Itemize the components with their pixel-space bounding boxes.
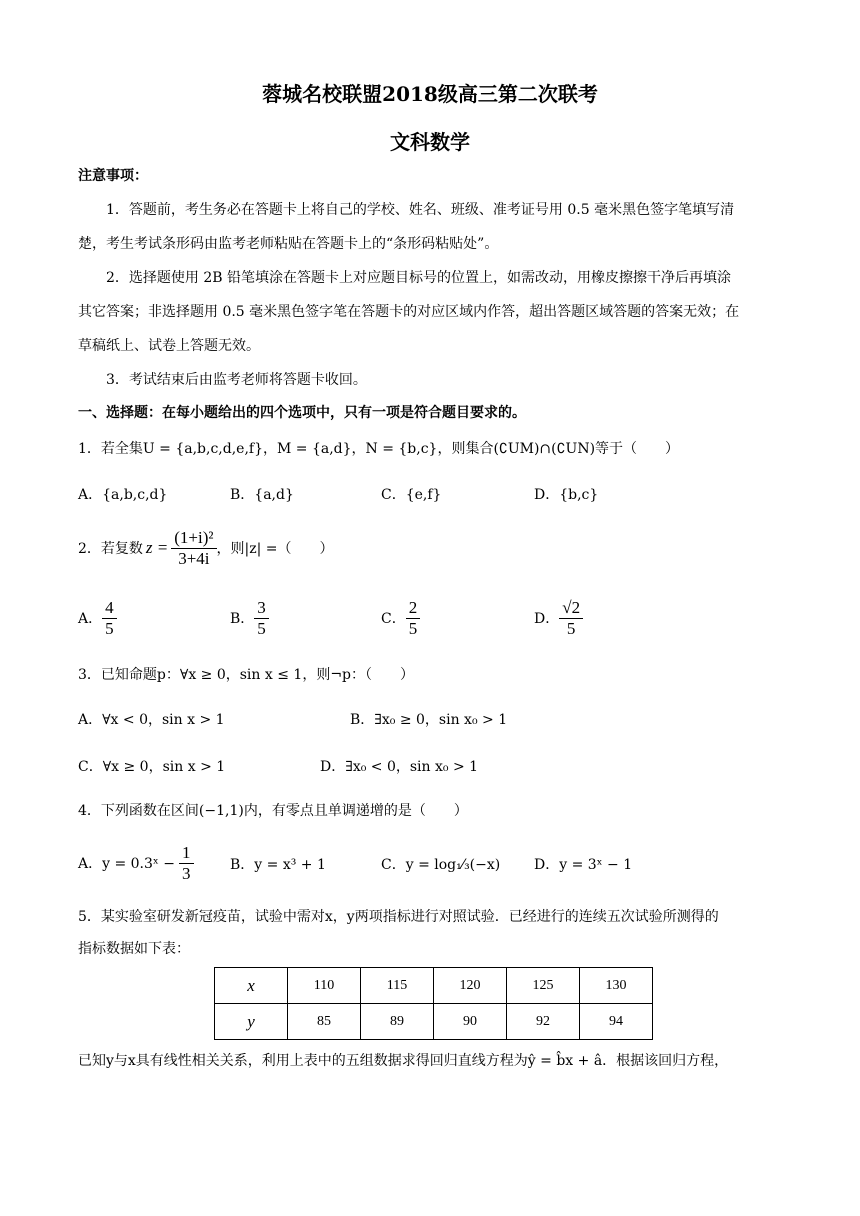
q3-option-a: A．∀x < 0，sin x > 1: [78, 712, 225, 728]
table-cell: 90: [434, 1004, 507, 1040]
q2-stem-prefix: 2．若复数: [78, 541, 143, 558]
q2-option-b: [230, 598, 269, 638]
exam-subject: 文科数学: [390, 130, 470, 154]
table-row: [215, 968, 653, 1004]
q2-option-a-fraction: [102, 598, 117, 638]
q2-option-c-label: C．: [381, 611, 406, 628]
q2-z-equals: z =: [145, 538, 169, 558]
q5-stem-line-1: 5．某实验室研发新冠疫苗，试验中需对x，y两项指标进行对照试验．已经进行的连续五次试验所测得的: [78, 909, 719, 925]
q2-option-b-num: 3: [254, 598, 269, 619]
q5-stem-line-2: 指标数据如下表：: [78, 941, 190, 957]
table-row-label-y: y: [215, 1004, 288, 1040]
table-cell: 120: [434, 968, 507, 1004]
q2-stem: [78, 528, 334, 568]
q3-option-b: B．∃x₀ ≥ 0，sin x₀ > 1: [350, 712, 508, 728]
table-cell: 130: [580, 968, 653, 1004]
q2-option-a-label: A．: [78, 611, 103, 628]
q5-stem-line-3: 已知y与x具有线性相关关系，利用上表中的五组数据求得回归直线方程为ŷ = b̂x + â．根据该回归方程，: [78, 1053, 729, 1069]
q2-fraction-denominator: 3+4i: [178, 548, 210, 568]
notice-heading: 注意事项：: [78, 168, 148, 184]
q1-option-b: B．{a,d}: [230, 487, 294, 503]
table-row: [215, 1004, 653, 1040]
q4-option-a-num: 1: [179, 843, 194, 864]
table-cell: 89: [361, 1004, 434, 1040]
q2-option-a-den: 5: [105, 618, 114, 638]
q4-option-a: [78, 843, 194, 883]
q4-option-d: D．y = 3ˣ − 1: [534, 857, 633, 873]
q2-option-d-label: D．: [534, 611, 560, 628]
q1-option-d: D．{b,c}: [534, 487, 599, 503]
q4-option-a-fraction: [179, 843, 194, 883]
q1-stem: 1．若全集U = {a,b,c,d,e,f}，M = {a,d}，N = {b,c}，则集合(∁UM)∩(∁UN)等于（ ）: [78, 441, 680, 457]
q2-option-c-den: 5: [408, 618, 418, 638]
q2-option-d-fraction: [559, 598, 583, 638]
q4-option-a-expr: A．y = 0.3ˣ −: [78, 856, 176, 873]
q2-option-a: [78, 598, 117, 638]
q3-stem: 3．已知命题p：∀x ≥ 0，sin x ≤ 1，则¬p：（ ）: [78, 667, 415, 683]
q2-option-b-label: B．: [230, 611, 255, 628]
q2-option-a-num: 4: [102, 598, 117, 619]
q2-option-d-den: 5: [566, 618, 576, 638]
table-cell: 85: [288, 1004, 361, 1040]
q2-option-c-fraction: [406, 598, 421, 638]
table-cell: 115: [361, 968, 434, 1004]
table-row-label-x: x: [215, 968, 288, 1004]
q4-option-a-den: 3: [182, 863, 191, 883]
q3-option-c: C．∀x ≥ 0，sin x > 1: [78, 759, 226, 775]
notice-item-3: 3．考试结束后由监考老师将答题卡收回。: [106, 372, 367, 388]
notice-item-2-line-1: 2．选择题使用 2B 铅笔填涂在答题卡上对应题目标号的位置上，如需改动，用橡皮擦擦干净后再填涂: [106, 270, 732, 286]
q4-option-c: C．y = log₁⁄₃(−x): [381, 857, 501, 873]
q2-option-c: [381, 598, 420, 638]
notice-item-1-line-2: 楚，考生考试条形码由监考老师粘贴在答题卡上的“条形码粘贴处”。: [78, 236, 499, 252]
table-cell: 125: [507, 968, 580, 1004]
notice-item-1-line-1: 1．答题前，考生务必在答题卡上将自己的学校、姓名、班级、准考证号用 0.5 毫米黑色签字笔填写清: [106, 202, 735, 218]
q2-option-b-den: 5: [257, 618, 266, 638]
q4-option-b: B．y = x³ + 1: [230, 857, 326, 873]
q2-stem-suffix: ，则|z| =（ ）: [216, 541, 334, 558]
notice-item-2-line-3: 草稿纸上、试卷上答题无效。: [78, 338, 260, 354]
q2-option-d-num: √2: [559, 598, 583, 619]
q5-data-table: [214, 967, 653, 1040]
q3-option-d: D．∃x₀ < 0，sin x₀ > 1: [320, 759, 479, 775]
q2-option-b-fraction: [254, 598, 269, 638]
q2-option-d: [534, 598, 583, 638]
section-heading: 一、选择题：在每小题给出的四个选项中，只有一项是符合题目要求的。: [78, 405, 526, 421]
q2-fraction: [171, 528, 216, 568]
table-cell: 94: [580, 1004, 653, 1040]
notice-item-2-line-2: 其它答案；非选择题用 0.5 毫米黑色签字笔在答题卡的对应区域内作答，超出答题区域答题的答案无效；在: [78, 304, 740, 320]
q2-option-c-num: 2: [406, 598, 421, 619]
table-cell: 92: [507, 1004, 580, 1040]
q2-fraction-numerator: (1+i)²: [171, 528, 216, 549]
q4-stem: 4．下列函数在区间(−1,1)内，有零点且单调递增的是（ ）: [78, 803, 468, 819]
q1-option-c: C．{e,f}: [381, 487, 442, 503]
q1-option-a: A．{a,b,c,d}: [78, 487, 168, 503]
table-cell: 110: [288, 968, 361, 1004]
exam-title: 蓉城名校联盟2018级高三第二次联考: [262, 82, 598, 106]
